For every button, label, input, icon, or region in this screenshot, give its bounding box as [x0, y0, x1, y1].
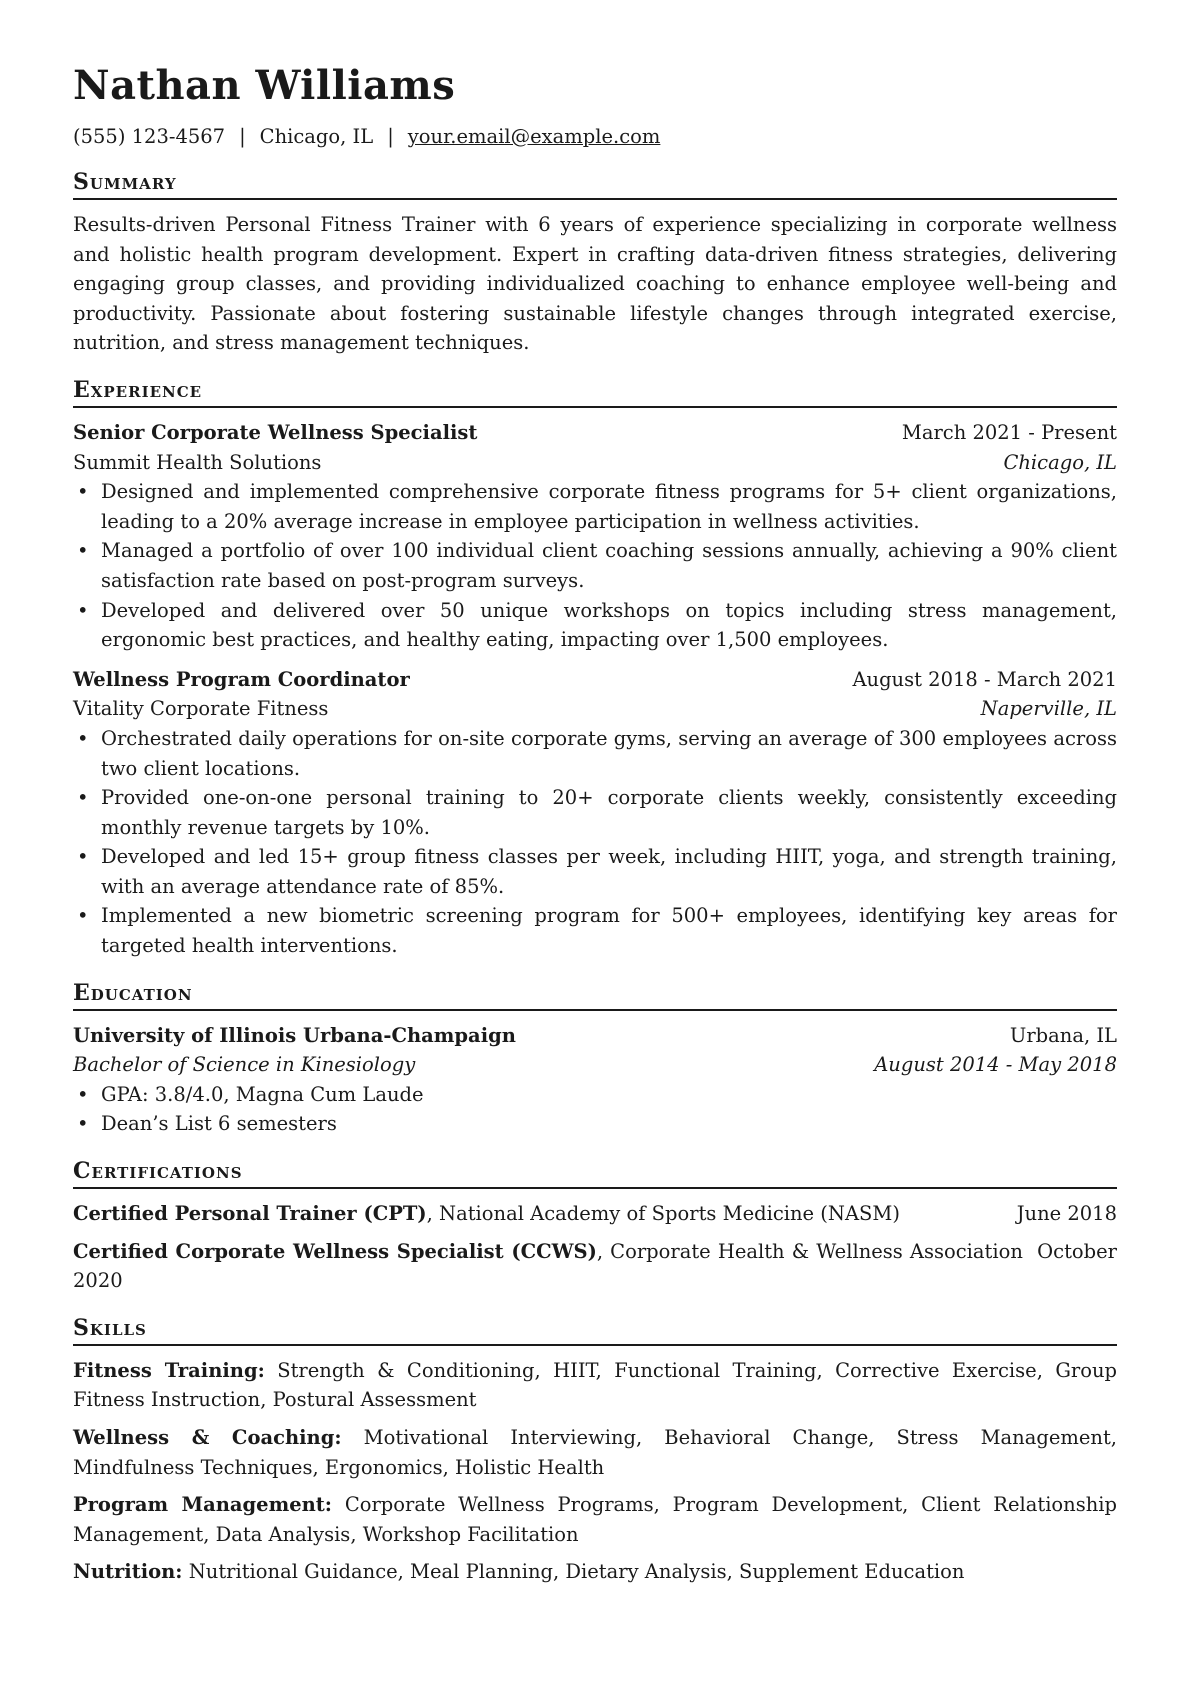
skill-value: Strength & Conditioning, HIIT, Functional Training, Corrective Exercise, Group Fitness Instruction, Postural Assessment — [73, 1358, 1118, 1412]
contact-line — [73, 124, 1117, 150]
job-dates: August 2018 - March 2021 — [852, 667, 1117, 691]
summary-text: Results-driven Personal Fitness Trainer with 6 years of experience specializing in corporate wellness and holistic health program development. Expert in crafting data-driven fitness strategies, delivering engaging group classes, and providing individualized coaching to enhance employee well-being and productivity. Passionate about fostering sustainable lifestyle changes through integrated exercise, nutrition, and stress management techniques. — [73, 213, 1117, 355]
skill-label: Fitness Training: — [73, 1358, 265, 1382]
bullet-item: • Designed and implemented comprehensive corporate fitness programs for 5+ client organizations, leading to a 20% average increase in employee participation in wellness activities. — [101, 477, 1117, 536]
section-title-skills: Skills — [73, 1314, 1117, 1346]
certification-date: October 2020 — [73, 1239, 1117, 1293]
email-link[interactable]: your.email@example.com — [407, 125, 661, 148]
bullet-item: • Provided one-on-one personal training to 20+ corporate clients weekly, consistently exceeding monthly revenue targets by 10%. — [101, 783, 1117, 842]
certification-name: Certified Corporate Wellness Specialist (CCWS) — [73, 1239, 597, 1263]
job-entry — [73, 418, 1117, 655]
certification-name: Certified Personal Trainer (CPT) — [73, 1202, 427, 1226]
section-title-experience: Experience — [73, 376, 1117, 408]
company-name: Summit Health Solutions — [73, 450, 322, 474]
bullet-item: • Developed and led 15+ group fitness classes per week, including HIIT, yoga, and strength training, with an average attendance rate of 85%. — [101, 842, 1117, 901]
certification-issuer: , National Academy of Sports Medicine (NASM) — [426, 1202, 900, 1226]
section-title-education: Education — [73, 979, 1117, 1011]
contact-separator: | — [387, 125, 394, 148]
job-location: Naperville, IL — [980, 697, 1117, 721]
certification-item — [73, 1199, 1117, 1229]
skill-label: Program Management: — [73, 1493, 333, 1517]
section-title-certifications: Certifications — [73, 1157, 1117, 1189]
job-entry — [73, 665, 1117, 961]
skill-group — [73, 1356, 1117, 1415]
contact-separator: | — [239, 125, 246, 148]
job-title: Wellness Program Coordinator — [73, 667, 410, 691]
education-section — [73, 979, 1117, 1139]
job-bullets — [73, 477, 1117, 655]
bullet-item: • Developed and delivered over 50 unique workshops on topics including stress management, ergonomic best practices, and healthy eating, impacting over 1,500 employees. — [101, 596, 1117, 655]
job-bullets — [73, 724, 1117, 961]
contact-location: Chicago, IL — [259, 125, 374, 148]
skill-value: Corporate Wellness Programs, Program Development, Client Relationship Management, Data Analysis, Workshop Facilitation — [73, 1493, 1118, 1546]
skills-section — [73, 1314, 1117, 1587]
company-name: Vitality Corporate Fitness — [73, 697, 329, 721]
certification-item — [73, 1237, 1117, 1296]
job-dates: March 2021 - Present — [901, 420, 1117, 444]
bullet-item: • GPA: 3.8/4.0, Magna Cum Laude — [101, 1080, 1117, 1110]
job-location: Chicago, IL — [1003, 450, 1117, 474]
candidate-name: Nathan Williams — [73, 62, 456, 109]
bullet-item: • Managed a portfolio of over 100 individual client coaching sessions annually, achieving a 90% client satisfaction rate based on post-program surveys. — [101, 536, 1117, 595]
skill-value: Motivational Interviewing, Behavioral Change, Stress Management, Mindfulness Techniques, Ergonomics, Holistic Health — [73, 1426, 1118, 1479]
school-name: University of Illinois Urbana-Champaign — [73, 1023, 516, 1047]
skill-group — [73, 1423, 1117, 1482]
experience-section — [73, 376, 1117, 961]
bullet-item: • Orchestrated daily operations for on-site corporate gyms, serving an average of 300 employees across two client locations. — [101, 724, 1117, 783]
education-dates: August 2014 - May 2018 — [874, 1053, 1117, 1077]
education-bullets — [73, 1080, 1117, 1139]
phone-number: (555) 123-4567 — [73, 125, 226, 148]
degree-name: Bachelor of Science in Kinesiology — [73, 1053, 416, 1077]
school-location: Urbana, IL — [1009, 1023, 1117, 1047]
skill-group — [73, 1490, 1117, 1549]
skill-value: Nutritional Guidance, Meal Planning, Dietary Analysis, Supplement Education — [188, 1560, 965, 1584]
certification-date: June 2018 — [1016, 1202, 1117, 1226]
section-title-summary: Summary — [73, 168, 1117, 200]
certification-issuer: , Corporate Health & Wellness Association — [596, 1239, 1023, 1263]
skill-label: Wellness & Coaching: — [73, 1426, 342, 1449]
bullet-item: • Dean’s List 6 semesters — [101, 1109, 1117, 1139]
summary-section — [73, 168, 1117, 358]
skill-group — [73, 1557, 1117, 1587]
job-title: Senior Corporate Wellness Specialist — [73, 420, 478, 444]
certifications-section — [73, 1157, 1117, 1296]
skill-label: Nutrition: — [73, 1560, 183, 1584]
bullet-item: • Implemented a new biometric screening program for 500+ employees, identifying key areas for targeted health interventions. — [101, 901, 1117, 960]
